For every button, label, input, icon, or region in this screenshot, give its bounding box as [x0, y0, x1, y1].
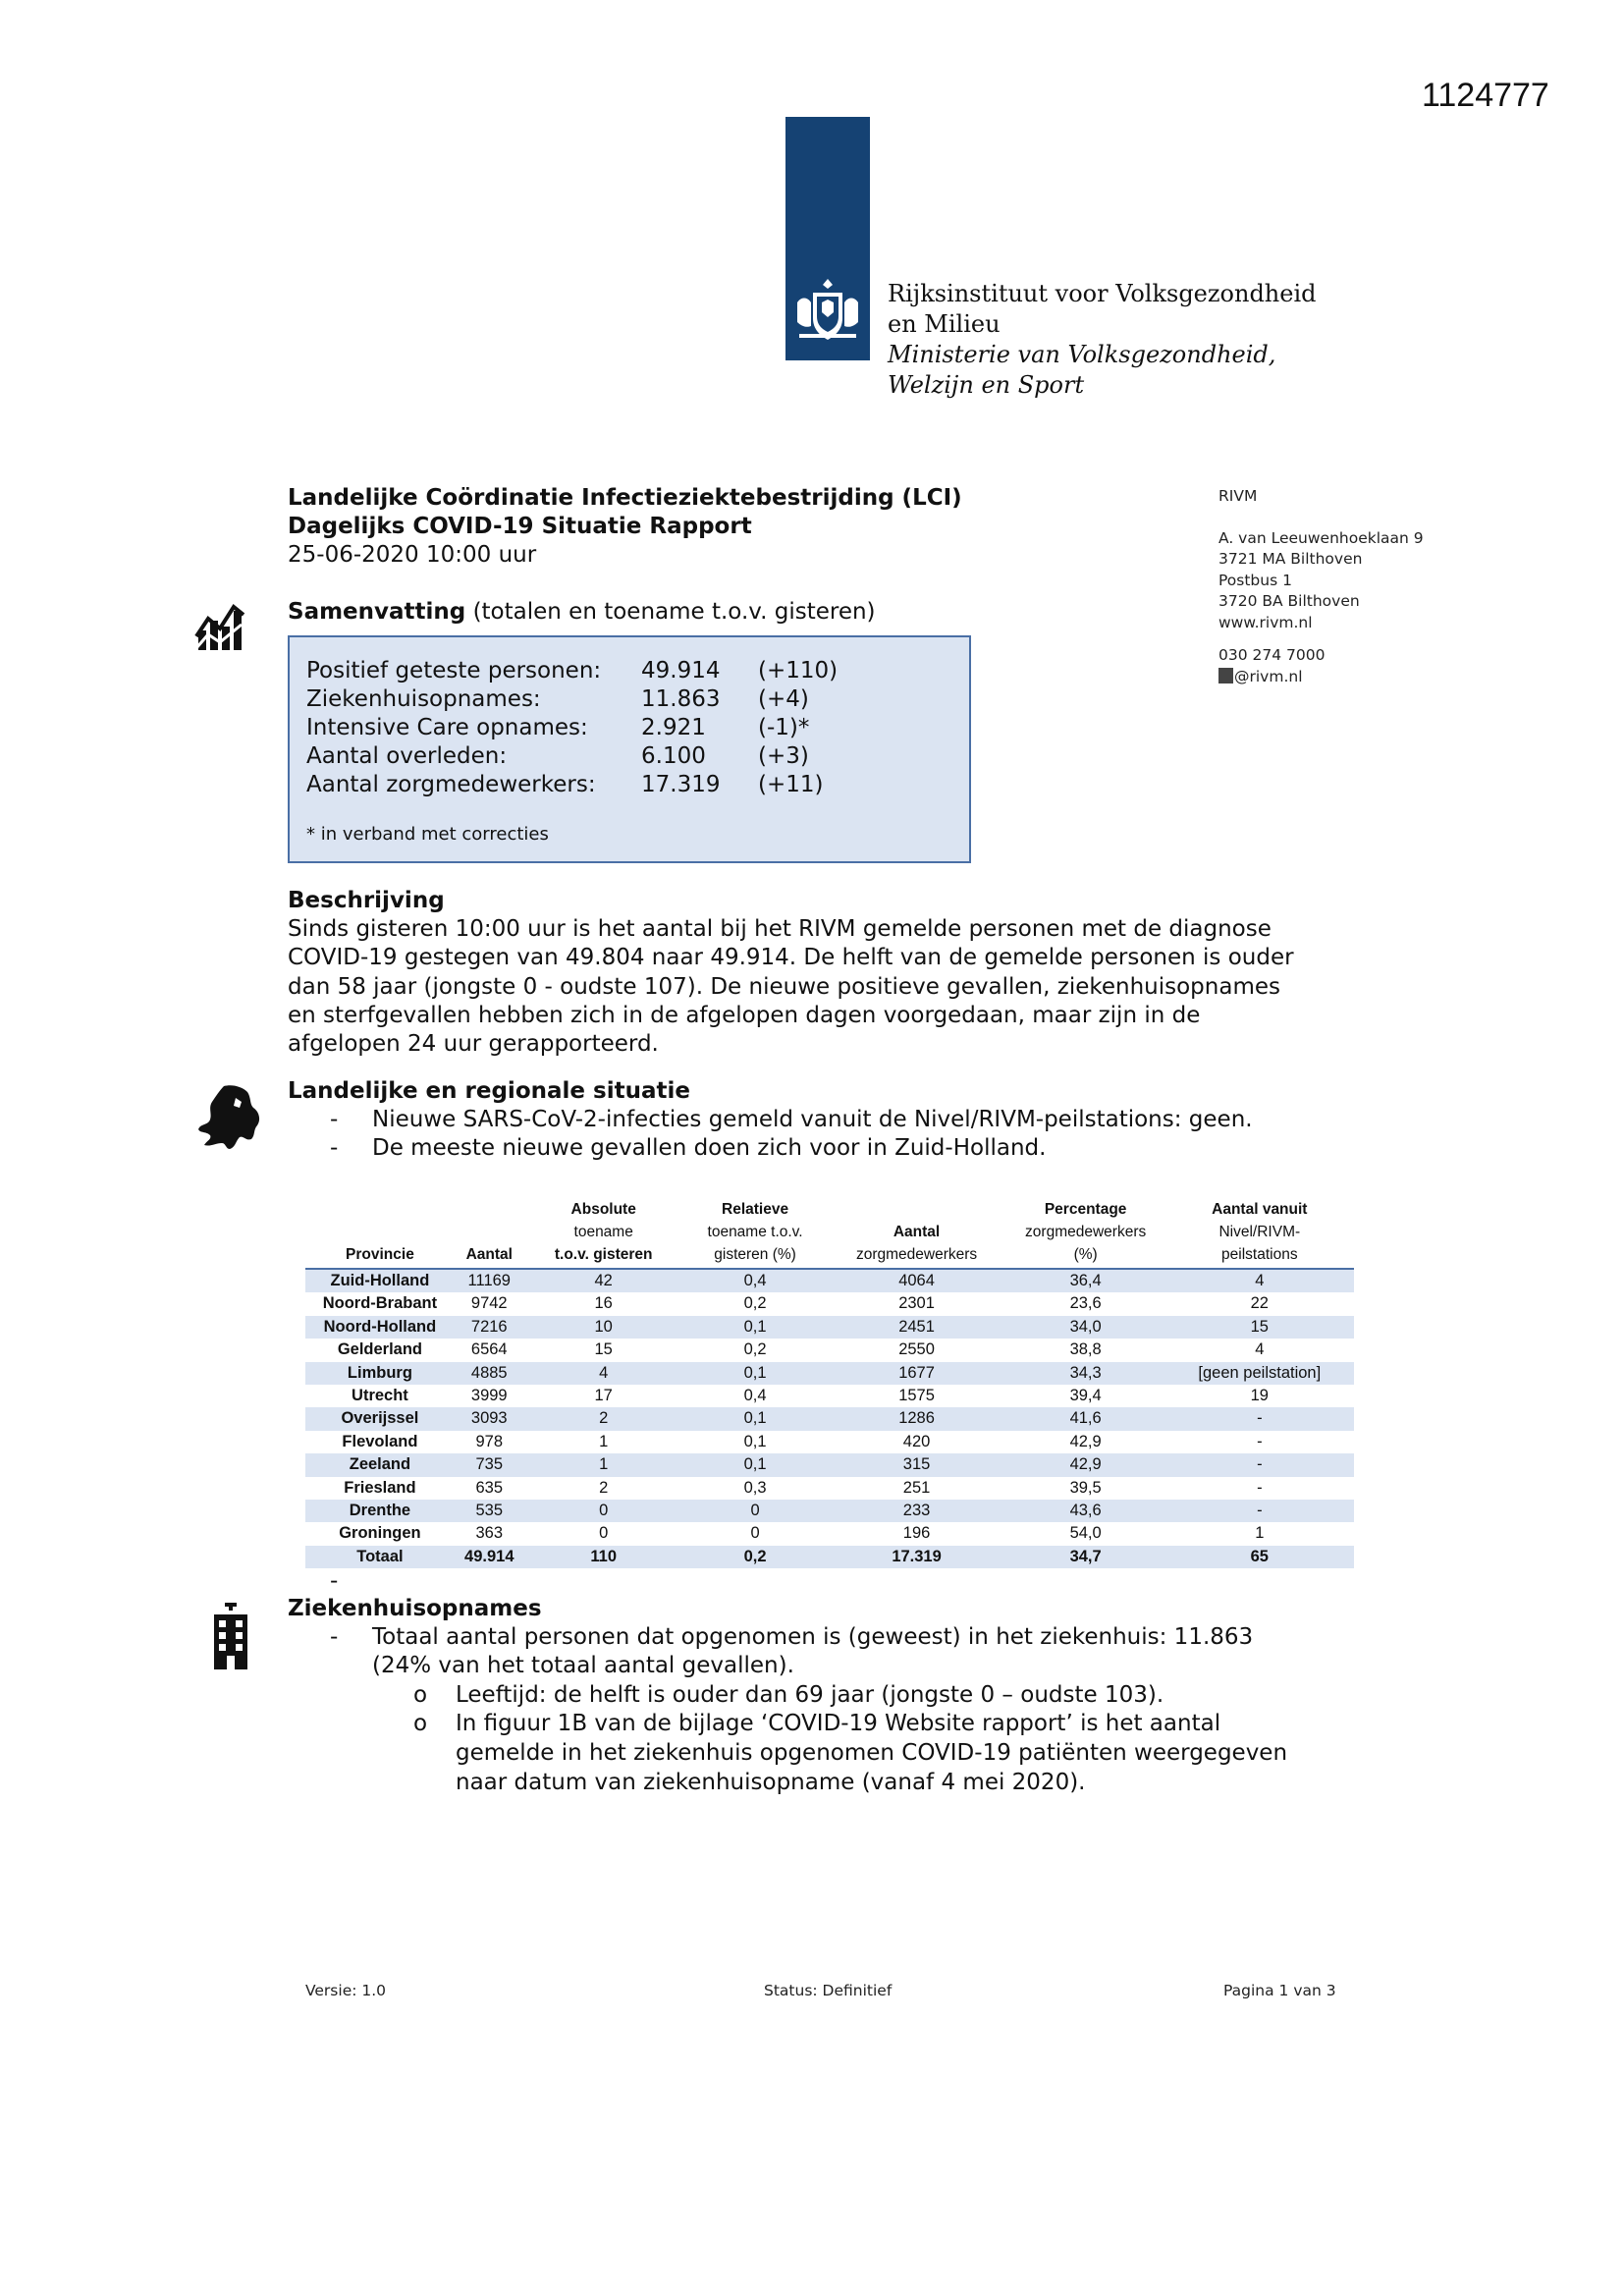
address-city: 3721 MA Bilthoven: [1218, 550, 1363, 568]
circle-bullet: o: [413, 1711, 428, 1736]
description-line: Sinds gisteren 10:00 uur is het aantal bij het RIVM gemelde personen met de diagnose: [288, 916, 1272, 942]
table-cell: 363: [475, 1524, 504, 1543]
regional-bullet-text: Nieuwe SARS-CoV-2-infecties gemeld vanuit de Nivel/RIVM-peilstations: geen.: [372, 1107, 1253, 1132]
province-cell: Flevoland: [342, 1432, 418, 1450]
province-cell: Gelderland: [337, 1340, 423, 1359]
table-cell: 36,4: [1006, 1269, 1165, 1292]
table-header: Aantal zorgmedewerkers: [855, 1224, 978, 1263]
address-street: A. van Leeuwenhoeklaan 9: [1218, 528, 1424, 547]
table-cell: 2550: [898, 1340, 935, 1359]
report-datetime: 25-06-2020 10:00 uur: [288, 542, 537, 568]
description-line: COVID-19 gestegen van 49.804 naar 49.914. De helft van de gemelde personen is ouder: [288, 945, 1294, 971]
table-cell: 1575: [898, 1387, 935, 1405]
table-cell: 0: [750, 1524, 760, 1543]
address-email: [1218, 667, 1424, 688]
address-block: [1218, 486, 1424, 687]
netherlands-map-icon: [196, 1082, 263, 1153]
table-row: [305, 1407, 1354, 1430]
table-cell: 0,2: [683, 1546, 828, 1568]
table-cell: 251: [902, 1478, 931, 1497]
table-cell: 1286: [827, 1407, 1005, 1430]
report-header: [288, 484, 962, 570]
table-header: Aantal: [465, 1246, 513, 1263]
hospital-bullet: [330, 1623, 1254, 1678]
table-cell: 42: [524, 1269, 683, 1292]
table-cell: 3999: [470, 1387, 508, 1405]
summary-change: (+110): [758, 658, 839, 683]
summary-value: 11.863: [641, 686, 721, 712]
table-row: [305, 1431, 1354, 1453]
table-cell: 49.914: [455, 1546, 524, 1568]
stray-dash: -: [330, 1568, 339, 1594]
table-cell: 0,4: [743, 1387, 767, 1405]
table-row: [305, 1316, 1354, 1339]
table-cell: 10: [524, 1316, 683, 1339]
summary-label: Intensive Care opnames:: [306, 715, 588, 740]
table-header: Absolute toename t.o.v. gisteren: [554, 1201, 653, 1263]
logo-line-1: Rijksinstituut voor Volksgezondheid: [888, 280, 1317, 307]
table-cell: 22: [1250, 1294, 1269, 1313]
table-cell: 420: [902, 1432, 931, 1450]
province-cell: Noord-Brabant: [322, 1294, 438, 1313]
hospital-sub-line: naar datum van ziekenhuisopname (vanaf 4 mei 2020).: [456, 1770, 1086, 1795]
address-web: www.rivm.nl: [1218, 613, 1313, 631]
chart-trend-icon: [194, 601, 247, 652]
table-row: [305, 1362, 1354, 1385]
report-title: Landelijke Coördinatie Infectieziektebestrijding (LCI): [288, 485, 962, 511]
description-title: Beschrijving: [288, 888, 445, 913]
description-heading: [288, 887, 445, 915]
table-cell: 1: [599, 1432, 609, 1450]
logo-line-4: Welzijn en Sport: [888, 371, 1085, 399]
document-number: 1124777: [1422, 77, 1549, 114]
regional-bullet: [330, 1106, 1253, 1134]
table-cell: 15: [1165, 1316, 1354, 1339]
table-cell: 39,5: [1069, 1478, 1102, 1497]
province-cell: Limburg: [305, 1362, 455, 1385]
table-cell: 4: [1255, 1340, 1265, 1359]
table-cell: [geen peilstation]: [1165, 1362, 1354, 1385]
address-phone: 030 274 7000: [1218, 646, 1326, 664]
table-cell: 54,0: [1069, 1524, 1102, 1543]
table-cell: 4885: [455, 1362, 524, 1385]
hospital-sub-bullet: [413, 1681, 1164, 1710]
table-cell: 635: [475, 1478, 504, 1497]
table-cell: 0,1: [683, 1316, 828, 1339]
summary-label: Positief geteste personen:: [306, 658, 602, 683]
summary-value: 2.921: [641, 715, 706, 740]
province-table: [305, 1198, 1354, 1568]
hospital-title: Ziekenhuisopnames: [288, 1596, 542, 1621]
logo-line-3: Ministerie van Volksgezondheid,: [888, 341, 1276, 368]
table-cell: 7216: [455, 1316, 524, 1339]
table-cell: 0: [599, 1524, 609, 1543]
province-cell: Groningen: [339, 1524, 421, 1543]
hospital-bullet-line: Totaal aantal personen dat opgenomen is (geweest) in het ziekenhuis: 11.863: [372, 1624, 1254, 1650]
table-cell: 0,2: [743, 1340, 767, 1359]
summary-value: 49.914: [641, 658, 721, 683]
summary-heading: [288, 598, 876, 627]
province-cell: Drenthe: [305, 1500, 455, 1522]
regional-bullet: [330, 1134, 1047, 1163]
summary-value: 17.319: [641, 772, 721, 797]
hospital-heading: [288, 1595, 542, 1623]
table-cell: 17.319: [827, 1546, 1005, 1568]
table-cell: 1: [1255, 1524, 1265, 1543]
report-subtitle: Dagelijks COVID-19 Situatie Rapport: [288, 514, 752, 539]
crest-icon: [791, 273, 864, 346]
table-cell: 6564: [470, 1340, 508, 1359]
table-cell: -: [1257, 1478, 1263, 1497]
regional-heading: [288, 1077, 690, 1106]
circle-bullet: o: [413, 1682, 428, 1708]
table-cell: 0,1: [683, 1407, 828, 1430]
bullet-dash: -: [330, 1135, 339, 1161]
table-cell: 34,7: [1006, 1546, 1165, 1568]
table-cell: 3093: [455, 1407, 524, 1430]
description-line: en sterfgevallen hebben zich in de afgelopen dagen voorgedaan, maar zijn in de: [288, 1002, 1201, 1028]
footer-status: Status: Definitief: [764, 1982, 893, 1999]
table-cell: 16: [594, 1294, 613, 1313]
table-cell: 65: [1165, 1546, 1354, 1568]
hospital-sub-line: gemelde in het ziekenhuis opgenomen COVID-19 patiënten weergegeven: [456, 1740, 1288, 1766]
table-cell: 34,3: [1006, 1362, 1165, 1385]
table-cell: 39,4: [1069, 1387, 1102, 1405]
summary-subtitle: (totalen en toename t.o.v. gisteren): [472, 599, 876, 625]
table-row: [305, 1477, 1354, 1500]
province-cell: Friesland: [344, 1478, 416, 1497]
hospital-sub-bullet: [413, 1710, 1288, 1795]
summary-box: [288, 635, 971, 863]
summary-label: Aantal zorgmedewerkers:: [306, 772, 596, 797]
table-cell: 42,9: [1069, 1432, 1102, 1450]
hospital-building-icon: [210, 1603, 251, 1669]
description-line: afgelopen 24 uur gerapporteerd.: [288, 1031, 659, 1058]
address-org: RIVM: [1218, 487, 1258, 505]
hospital-bullet-line: (24% van het totaal aantal gevallen).: [372, 1653, 794, 1678]
table-cell: 42,9: [1006, 1453, 1165, 1476]
summary-label: Aantal overleden:: [306, 743, 508, 769]
table-header: Provincie: [346, 1246, 414, 1263]
footer-version: Versie: 1.0: [305, 1982, 387, 1999]
logo-line-2: en Milieu: [888, 310, 1001, 338]
summary-change: (+4): [758, 686, 809, 712]
redaction-mark: [1218, 668, 1233, 683]
table-cell: 43,6: [1006, 1500, 1165, 1522]
table-cell: 19: [1250, 1387, 1269, 1405]
address-email-text: @rivm.nl: [1234, 667, 1303, 685]
table-cell: 4: [1165, 1269, 1354, 1292]
table-row: [305, 1269, 1354, 1292]
table-total-row: [305, 1546, 1354, 1568]
regional-title: Landelijke en regionale situatie: [288, 1078, 690, 1104]
logo-text: [888, 279, 1317, 401]
table-header-row: [305, 1198, 1354, 1269]
table-cell: 1: [524, 1453, 683, 1476]
summary-title: Samenvatting: [288, 599, 466, 625]
description-text: [288, 915, 1378, 1059]
table-cell: 38,8: [1069, 1340, 1102, 1359]
province-cell: Zeeland: [305, 1453, 455, 1476]
table-cell: 15: [594, 1340, 613, 1359]
table-cell: 0,4: [683, 1269, 828, 1292]
summary-change: (-1)*: [758, 715, 810, 740]
description-line: dan 58 jaar (jongste 0 - oudste 107). De nieuwe positieve gevallen, ziekenhuisopnames: [288, 973, 1280, 1000]
table-cell: 9742: [470, 1294, 508, 1313]
address-postbus: Postbus 1: [1218, 571, 1292, 589]
table-cell: 196: [902, 1524, 931, 1543]
summary-change: (+11): [758, 772, 824, 797]
table-cell: 978: [475, 1432, 504, 1450]
table-cell: 4064: [827, 1269, 1005, 1292]
bullet-dash: -: [330, 1624, 339, 1650]
table-cell: 0,1: [743, 1432, 767, 1450]
table-cell: 23,6: [1069, 1294, 1102, 1313]
table-row: [305, 1292, 1354, 1315]
province-cell: Overijssel: [305, 1407, 455, 1430]
table-header: Relatieve toename t.o.v. gisteren (%): [707, 1201, 803, 1263]
hospital-sub-line: Leeftijd: de helft is ouder dan 69 jaar (jongste 0 – oudste 103).: [456, 1682, 1164, 1708]
table-cell: 0,3: [743, 1478, 767, 1497]
table-cell: 4: [524, 1362, 683, 1385]
province-cell: Totaal: [305, 1546, 455, 1568]
footer-page: Pagina 1 van 3: [1223, 1982, 1336, 1999]
table-cell: 110: [524, 1546, 683, 1568]
table-cell: 2451: [827, 1316, 1005, 1339]
address-postcity: 3720 BA Bilthoven: [1218, 592, 1360, 610]
hospital-sub-line: In figuur 1B van de bijlage ‘COVID-19 Website rapport’ is het aantal: [456, 1711, 1221, 1736]
table-row: [305, 1522, 1354, 1545]
table-cell: 315: [827, 1453, 1005, 1476]
table-cell: 2: [599, 1478, 609, 1497]
bullet-dash: -: [330, 1107, 339, 1132]
table-cell: 34,0: [1006, 1316, 1165, 1339]
table-row: [305, 1453, 1354, 1476]
table-cell: 0,1: [683, 1453, 828, 1476]
table-row: [305, 1339, 1354, 1361]
table-cell: 41,6: [1006, 1407, 1165, 1430]
province-cell: Noord-Holland: [305, 1316, 455, 1339]
table-cell: 0: [683, 1500, 828, 1522]
table-cell: 1677: [827, 1362, 1005, 1385]
table-cell: 2: [524, 1407, 683, 1430]
province-cell: Utrecht: [352, 1387, 408, 1405]
table-cell: -: [1165, 1453, 1354, 1476]
table-cell: 0,2: [743, 1294, 767, 1313]
table-header: Percentage zorgmedewerkers (%): [1025, 1201, 1147, 1263]
table-cell: -: [1165, 1500, 1354, 1522]
table-cell: 0,1: [683, 1362, 828, 1385]
table-cell: 17: [594, 1387, 613, 1405]
table-cell: 735: [455, 1453, 524, 1476]
summary-label: Ziekenhuisopnames:: [306, 686, 541, 712]
table-cell: -: [1257, 1432, 1263, 1450]
table-header: Aantal vanuit Nivel/RIVM- peilstations: [1212, 1201, 1308, 1263]
table-row: [305, 1500, 1354, 1522]
table-cell: -: [1165, 1407, 1354, 1430]
province-cell: Zuid-Holland: [305, 1269, 455, 1292]
table-cell: 535: [455, 1500, 524, 1522]
table-cell: 11169: [455, 1269, 524, 1292]
summary-value: 6.100: [641, 743, 706, 769]
table-cell: 2301: [898, 1294, 935, 1313]
regional-bullet-text: De meeste nieuwe gevallen doen zich voor in Zuid-Holland.: [372, 1135, 1047, 1161]
table-cell: 233: [827, 1500, 1005, 1522]
table-row: [305, 1385, 1354, 1407]
summary-change: (+3): [758, 743, 809, 769]
summary-note: * in verband met correcties: [306, 824, 549, 845]
table-cell: 0: [524, 1500, 683, 1522]
